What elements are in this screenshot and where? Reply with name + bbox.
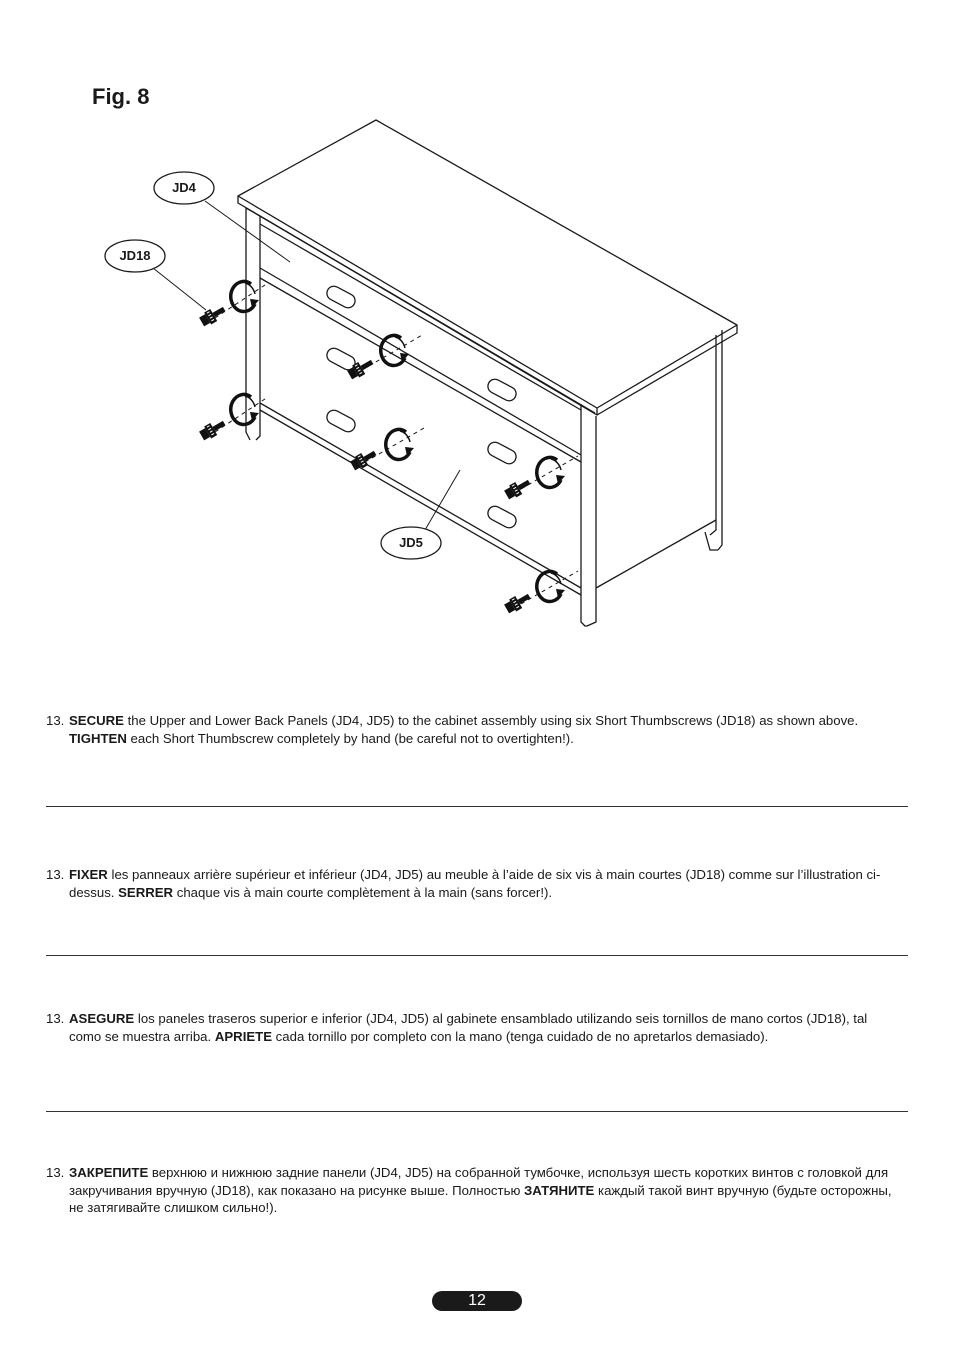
step-number: 13. (46, 1165, 65, 1180)
callout-jd5: JD5 (399, 535, 423, 550)
instruction-keyword: ASEGURE (69, 1011, 135, 1026)
instruction-keyword: FIXER (69, 867, 108, 882)
instruction-keyword: ЗАКРЕПИТЕ (69, 1165, 149, 1180)
instruction-text: chaque vis à main courte complètement à la main (sans forcer!). (173, 884, 553, 900)
instruction-keyword: SERRER (118, 884, 174, 900)
instruction-english (46, 712, 896, 747)
divider (46, 955, 908, 956)
instruction-text: cada tornillo por completo con la mano (tenga cuidado de no apretarlos demasiado). (272, 1028, 769, 1044)
figure-title: Fig. 8 (92, 84, 150, 109)
step-number: 13. (46, 713, 65, 728)
instruction-french (46, 866, 896, 901)
divider (46, 1111, 908, 1112)
callout-jd18: JD18 (119, 248, 151, 263)
step-number: 13. (46, 1011, 65, 1026)
instruction-text: каждый такой винт вручную (будьте осторожны, не затягивайте слишком сильно!). (69, 1182, 892, 1215)
divider (46, 806, 908, 807)
instruction-text: the Upper and Lower Back Panels (JD4, JD5) to the cabinet assembly using six Short Thumbscrews (JD18) as shown above. (123, 713, 859, 728)
instruction-text: each Short Thumbscrew completely by hand (be careful not to overtighten!). (126, 730, 574, 746)
instruction-spanish (46, 1010, 896, 1045)
instruction-keyword: APRIETE (214, 1028, 273, 1044)
instruction-russian (46, 1164, 896, 1217)
instruction-keyword: SECURE (69, 713, 124, 728)
page-number: 12 (432, 1291, 522, 1311)
callout-jd4: JD4 (172, 180, 196, 195)
instruction-keyword: TIGHTEN (69, 730, 127, 746)
instruction-text: los paneles traseros superior e inferior (JD4, JD5) al gabinete ensamblado utilizando seis tornillos de mano cortos (JD18), tal como se muestra arriba. (69, 1011, 868, 1044)
instruction-text: les panneaux arrière supérieur et inférieur (JD4, JD5) au meuble à l’aide de six vis à main courtes (JD18) comme sur l’illustration ci-dessus. (69, 867, 881, 900)
step-number: 13. (46, 867, 65, 882)
instruction-keyword: ЗАТЯНИТЕ (524, 1182, 595, 1198)
instruction-text: верхнюю и нижнюю задние панели (JD4, JD5) на собранной тумбочке, используя шесть коротких винтов с головкой для закручивания вручную (JD18), как показано на рисунке выше. Полностью (69, 1165, 889, 1198)
